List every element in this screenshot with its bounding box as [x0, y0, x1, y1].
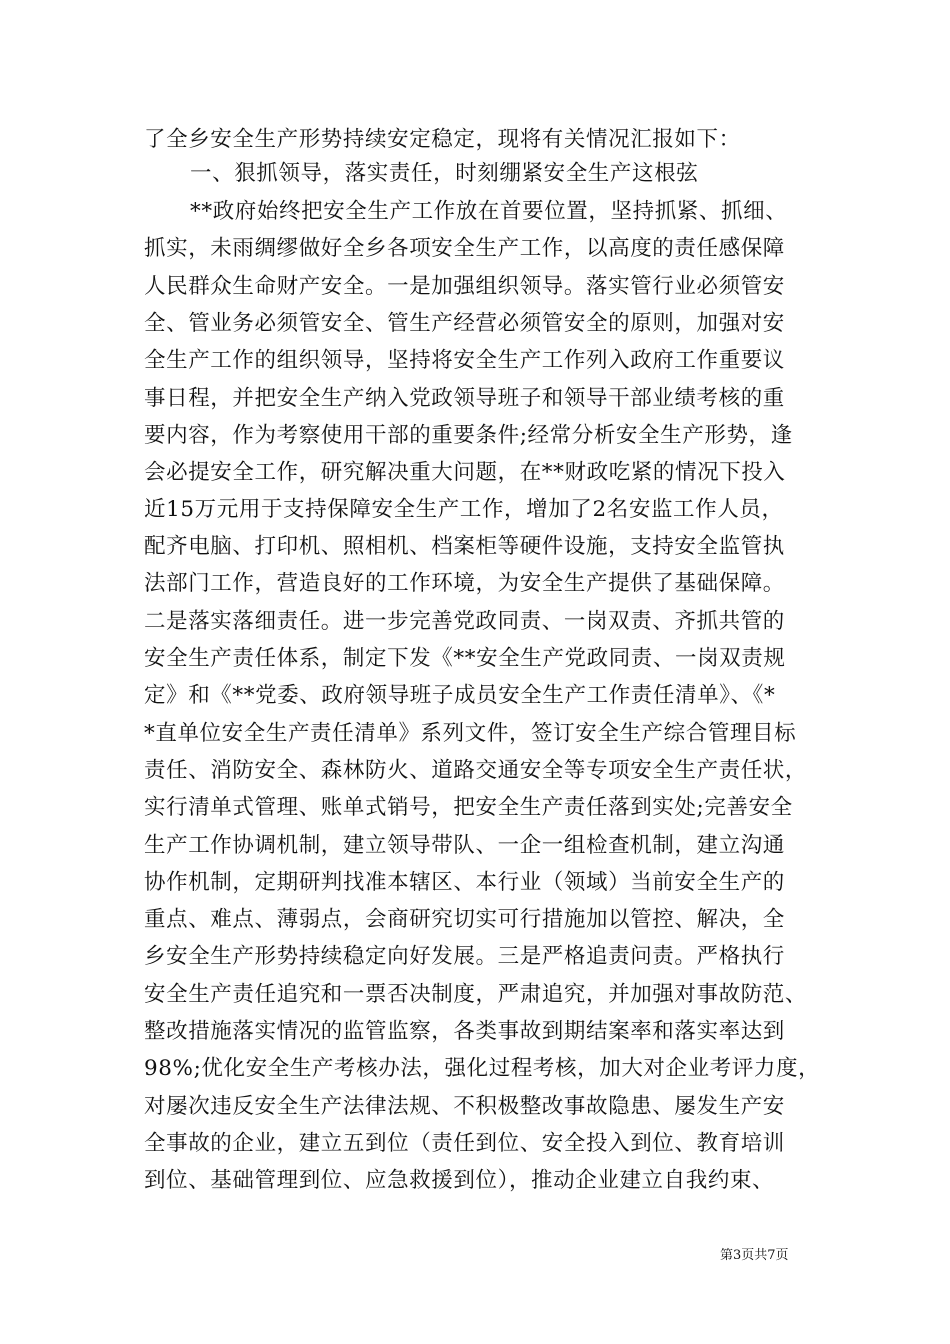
text-line: 整改措施落实情况的监管监察，各类事故到期结案率和落实率达到	[144, 1019, 785, 1044]
text-line: 重点、难点、薄弱点，会商研究切实可行措施加以管控、解决，全	[144, 907, 785, 932]
text-line: 会必提安全工作，研究解决重大问题，在**财政吃紧的情况下投入	[144, 460, 786, 485]
text-line: 98%;优化安全生产考核办法，强化过程考核，加大对企业考评力度，	[144, 1056, 821, 1081]
section-heading: 一、狠抓领导，落实责任，时刻绷紧安全生产这根弦	[190, 161, 699, 186]
text-line: 安全生产责任体系，制定下发《**安全生产党政同责、一岗双责规	[144, 646, 786, 671]
text-line: 近15万元用于支持保障安全生产工作，增加了2名安监工作人员，	[144, 497, 784, 522]
text-line: 责任、消防安全、森林防火、道路交通安全等专项安全生产责任状，	[144, 758, 808, 783]
text-line: 协作机制，定期研判找准本辖区、本行业（领域）当前安全生产的	[144, 870, 785, 895]
text-line: 全、管业务必须管安全、管生产经营必须管安全的原则，加强对安	[144, 311, 785, 336]
text-line: **政府始终把安全生产工作放在首要位置，坚持抓紧、抓细、	[190, 199, 788, 224]
text-line: 乡安全生产形势持续稳定向好发展。三是严格追责问责。严格执行	[144, 944, 785, 969]
text-line: 对屡次违反安全生产法律法规、不积极整改事故隐患、屡发生产安	[144, 1094, 785, 1119]
text-line: 人民群众生命财产安全。一是加强组织领导。落实管行业必须管安	[144, 274, 785, 299]
text-line: 全事故的企业，建立五到位（责任到位、安全投入到位、教育培训	[144, 1131, 785, 1156]
page-indicator: 第3页共7页	[720, 1248, 789, 1263]
text-line: 二是落实落细责任。进一步完善党政同责、一岗双责、齐抓共管的	[144, 609, 785, 634]
text-line: *直单位安全生产责任清单》系列文件，签订安全生产综合管理目标	[144, 721, 797, 746]
text-line: 生产工作协调机制，建立领导带队、一企一组检查机制，建立沟通	[144, 833, 785, 858]
text-line: 要内容，作为考察使用干部的重要条件;经常分析安全生产形势，逢	[144, 423, 793, 448]
text-line: 抓实，未雨绸缪做好全乡各项安全生产工作，以高度的责任感保障	[144, 236, 785, 261]
text-line: 实行清单式管理、账单式销号，把安全生产责任落到实处;完善安全	[144, 795, 793, 820]
text-line: 法部门工作，营造良好的工作环境，为安全生产提供了基础保障。	[144, 571, 785, 596]
text-line: 安全生产责任追究和一票否决制度，严肃追究，并加强对事故防范、	[144, 982, 808, 1007]
text-line: 配齐电脑、打印机、照相机、档案柜等硬件设施，支持安全监管执	[144, 534, 785, 559]
text-line: 到位、基础管理到位、应急救援到位），推动企业建立自我约束、	[144, 1168, 775, 1193]
text-line: 定》和《**党委、政府领导班子成员安全生产工作责任清单》、《*	[144, 683, 776, 708]
text-line: 事日程，并把安全生产纳入党政领导班子和领导干部业绩考核的重	[144, 386, 785, 411]
text-line: 全生产工作的组织领导，坚持将安全生产工作列入政府工作重要议	[144, 348, 785, 373]
text-line: 了全乡安全生产形势持续安定稳定，现将有关情况汇报如下：	[144, 127, 741, 152]
